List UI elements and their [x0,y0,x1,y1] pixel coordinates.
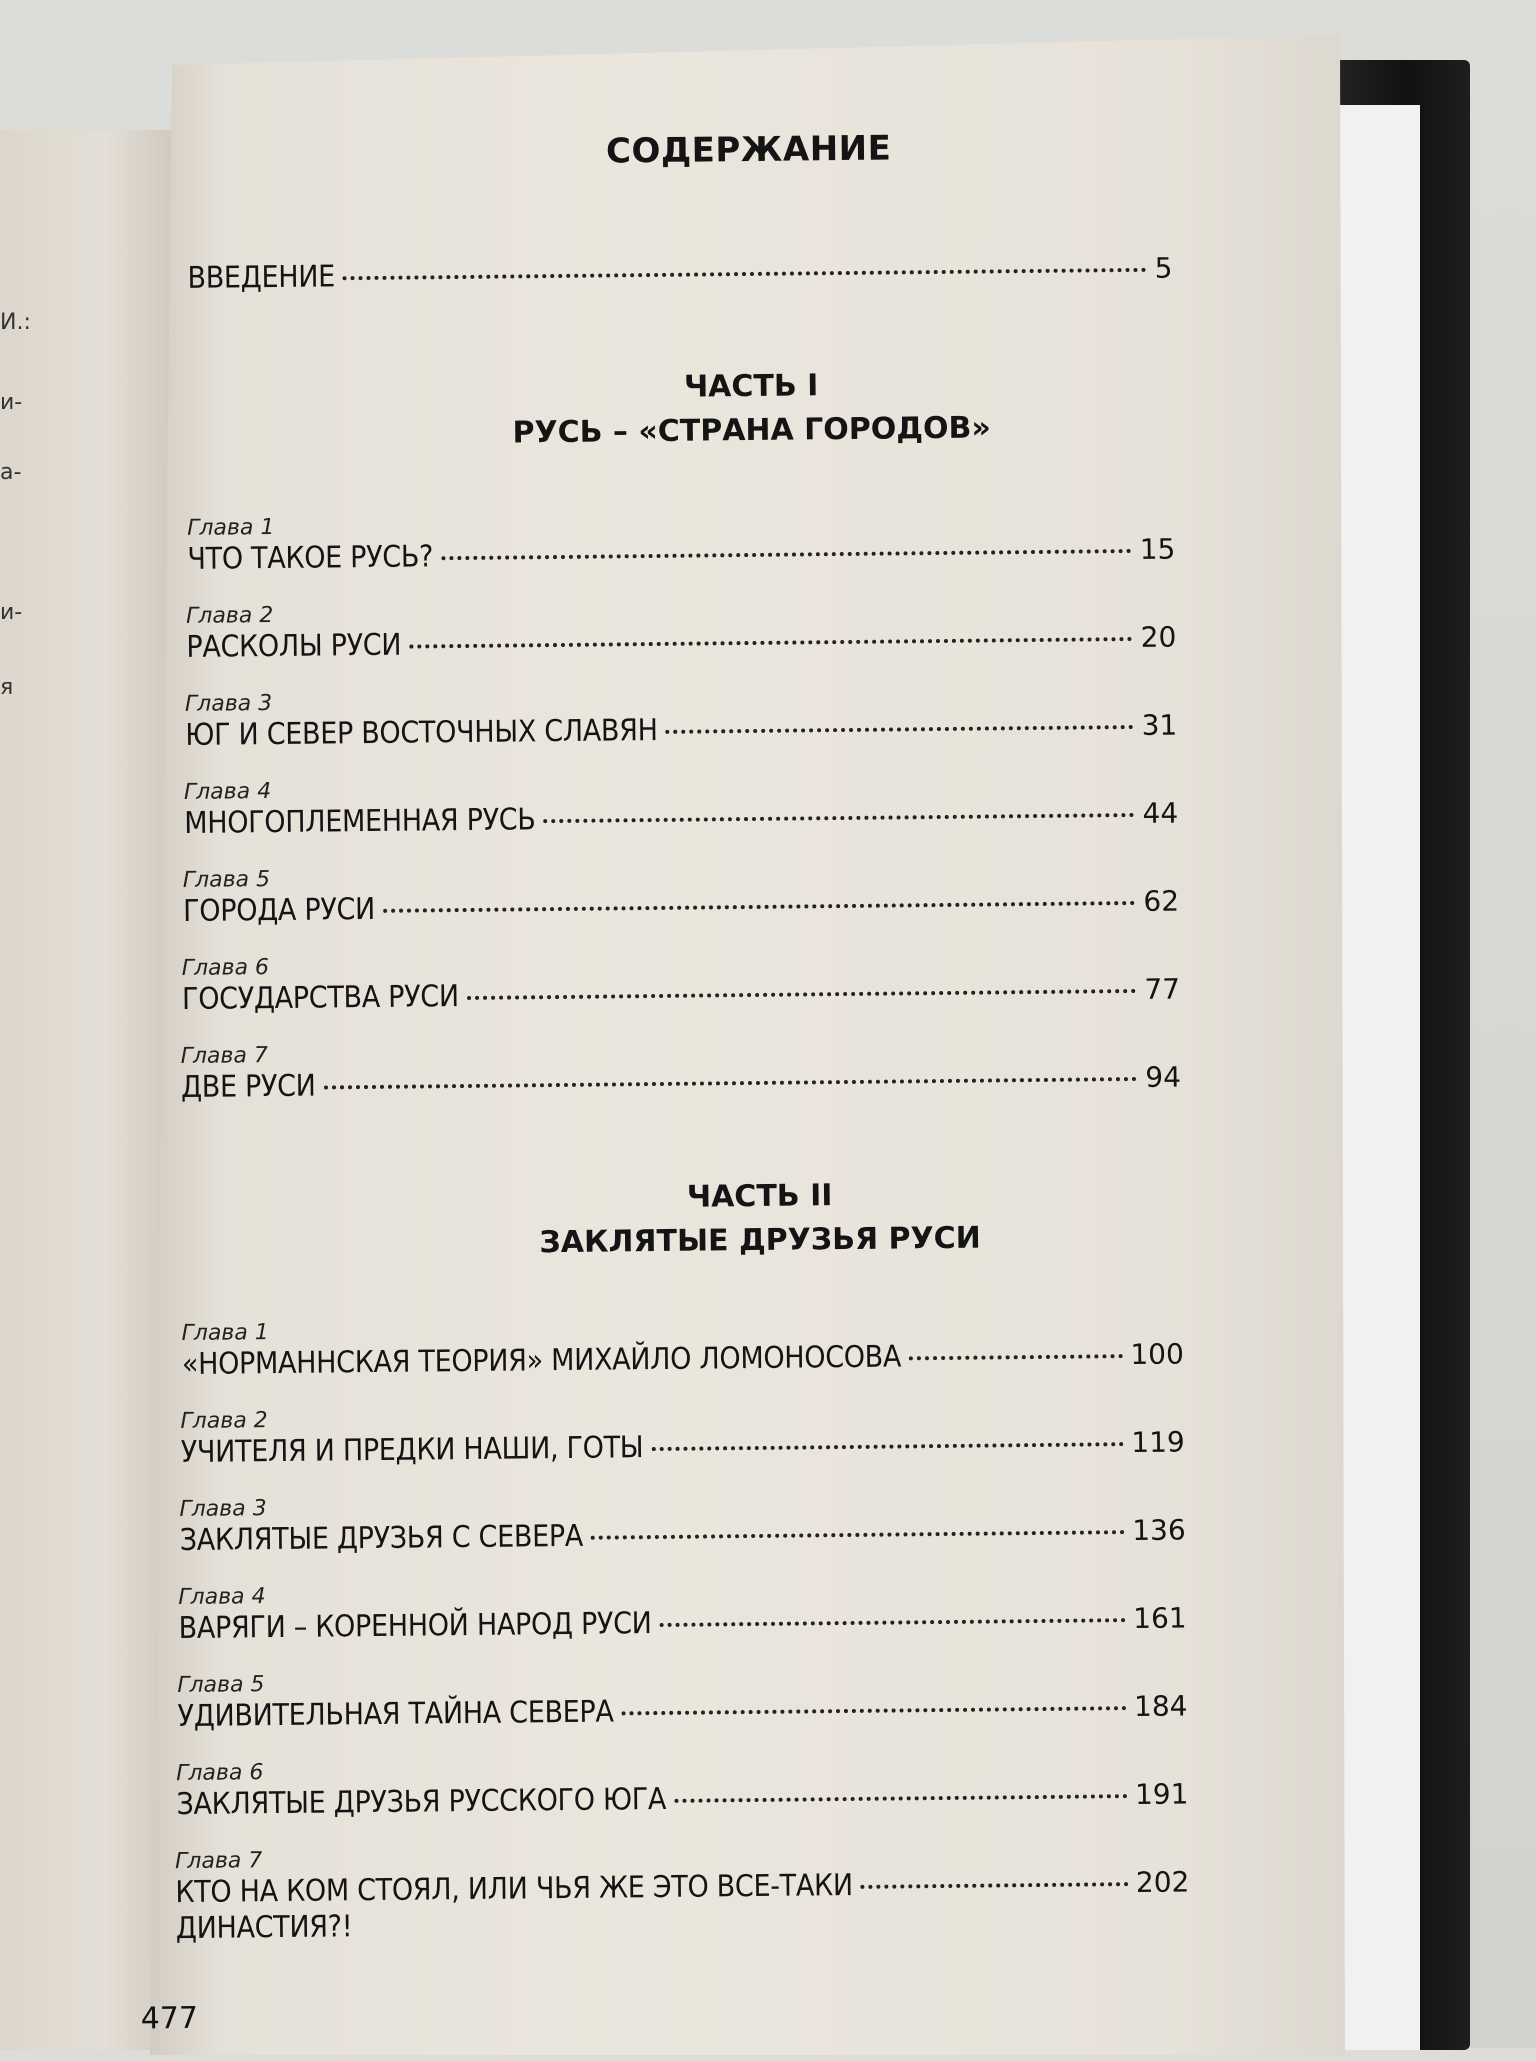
toc-entry-title: ЧТО ТАКОЕ РУСЬ? [187,539,434,577]
toc-entry [174,1838,1190,1947]
toc-entry-title: ЗАКЛЯТЫЕ ДРУЗЬЯ С СЕВЕРА [179,1518,584,1559]
toc-entry [181,946,1181,1017]
toc-entry [187,506,1176,577]
toc-entry-title: ГОСУДАРСТВА РУСИ [181,979,459,1017]
leader-dots [441,549,1132,560]
page-number: 477 [140,2000,199,2037]
left-page-fragment: я [0,675,14,700]
toc-entry-title: МНОГОПЛЕМЕННАЯ РУСЬ [184,802,536,841]
toc-entry [181,1311,1185,1382]
toc-entry-title: ЗАКЛЯТЫЕ ДРУЗЬЯ РУССКОГО ЮГА [176,1781,667,1823]
toc-entry-title: КТО НА КОМ СТОЯЛ, ИЛИ ЧЬЯ ЖЕ ЭТО ВСЕ-ТАКИ [175,1868,853,1911]
toc-entry-page: 191 [1134,1777,1189,1812]
toc-entry-title: «НОРМАННСКАЯ ТЕОРИЯ» МИХАЙЛО ЛОМОНОСОВА [181,1339,902,1382]
toc-entry-page: 5 [1154,251,1173,285]
leader-dots [409,637,1133,649]
chapter-number: Глава 2 [180,1408,268,1435]
toc-entry-page: 136 [1132,1513,1186,1548]
toc-entry [184,682,1178,753]
toc-entry-page: 62 [1143,884,1180,918]
toc-entry [176,1750,1189,1823]
chapter-number: Глава 5 [177,1672,265,1699]
chapter-number: Глава 6 [176,1760,264,1787]
toc-entry-title: ЮГ И СЕВЕР ВОСТОЧНЫХ СЛАВЯН [185,712,658,753]
toc-entry-page: 20 [1140,620,1177,654]
chapter-number: Глава 4 [178,1584,266,1611]
part-label: ЧАСТЬ I [683,368,819,405]
toc-entry [183,770,1179,841]
chapter-number: Глава 7 [180,1043,269,1069]
chapter-number: Глава 1 [187,514,275,541]
toc-entry-page: 119 [1131,1425,1185,1460]
left-page [0,130,175,2050]
toc-entry [180,1399,1185,1471]
leader-dots [666,725,1134,734]
leader-dots [660,1618,1126,1627]
leader-dots [324,1077,1138,1090]
toc-entry-title: ВВЕДЕНИЕ [187,259,336,296]
leader-dots [651,1442,1123,1451]
toc-entry [180,1034,1182,1105]
left-page-fragment: и- [0,390,23,415]
toc-entry-title: ВАРЯГИ – КОРЕННОЙ НАРОД РУСИ [178,1606,652,1647]
chapter-number: Глава 2 [185,602,274,629]
toc-entry [179,1486,1186,1559]
part-label: ЧАСТЬ II [686,1178,833,1215]
toc-entry [178,1574,1187,1647]
leader-dots [861,1882,1128,1889]
toc-entry-page: 100 [1130,1337,1185,1372]
toc-entry-title: УЧИТЕЛЯ И ПРЕДКИ НАШИ, ГОТЫ [180,1430,644,1471]
toc-entry [182,858,1180,929]
left-page-fragment: и- [0,600,23,625]
chapter-number: Глава 4 [183,779,272,805]
chapter-number: Глава 1 [181,1320,269,1346]
toc-entry-page: 31 [1141,708,1178,742]
chapter-number: Глава 7 [174,1848,263,1875]
toc-title: СОДЕРЖАНИЕ [605,128,892,172]
toc-entry-page: 202 [1135,1865,1190,1900]
toc-entry-page: 15 [1139,532,1176,566]
toc-entry-page: 94 [1145,1060,1182,1094]
toc-entry [177,1662,1188,1735]
toc-entry-title: ДВЕ РУСИ [180,1068,316,1105]
toc-entry [185,594,1177,665]
leader-dots [909,1354,1122,1360]
toc-entry-title: РАСКОЛЫ РУСИ [186,627,402,665]
chapter-number: Глава 5 [182,867,271,893]
leader-dots [544,813,1135,823]
left-page-fragment: а- [0,460,22,485]
leader-dots [383,901,1136,913]
toc-entry-page: 44 [1142,796,1179,830]
toc-entry-page: 77 [1144,972,1181,1006]
toc-entry-title-continued: ДИНАСТИЯ?! [175,1909,353,1947]
leader-dots [343,268,1147,280]
leader-dots [674,1794,1127,1803]
chapter-number: Глава 3 [184,691,273,717]
toc-entry-page: 161 [1132,1601,1187,1636]
chapter-number: Глава 6 [181,955,270,981]
leader-dots [467,989,1137,1000]
leader-dots [622,1706,1127,1715]
toc-entry-title: ГОРОДА РУСИ [182,891,376,929]
toc-intro-entry [187,251,1173,296]
part-name: РУСЬ – «СТРАНА ГОРОДОВ» [512,410,991,451]
toc-content [140,29,1366,2061]
left-page-fragment: И.: [0,310,31,335]
leader-dots [591,1530,1124,1540]
chapter-number: Глава 3 [179,1496,267,1523]
part-name: ЗАКЛЯТЫЕ ДРУЗЬЯ РУСИ [539,1220,981,1261]
toc-entry-page: 184 [1133,1689,1188,1724]
toc-entry-title: УДИВИТЕЛЬНАЯ ТАЙНА СЕВЕРА [177,1694,614,1735]
